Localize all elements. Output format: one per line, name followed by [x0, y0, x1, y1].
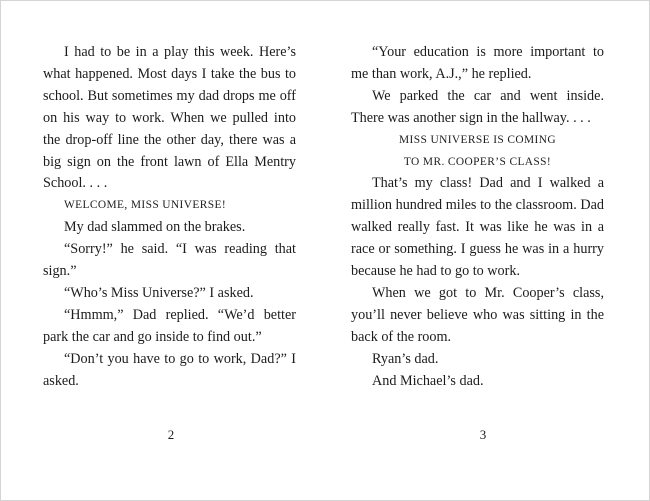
left-page [1, 1, 326, 500]
paragraph: “Your education is more important to me than work, A.J.,” he replied. [351, 44, 604, 82]
paragraph: “Sorry!” he said. “I was reading that sign.” [43, 241, 296, 280]
paragraph: When we got to Mr. Cooper’s class, you’ll never believe who was sitting in the back of the room. [351, 284, 604, 345]
paragraph: Ryan’s dad. [372, 350, 439, 367]
paragraph: I had to be in a play this week. Here’s what happened. Most days I take the bus to school. But sometimes my dad drops me off on his way to work. When we pulled into the drop-off line the other day, there was a big sign on the front lawn of Ella Mentry School. . . . [43, 44, 296, 192]
left-page-text [43, 42, 296, 393]
paragraph: My dad slammed on the brakes. [64, 219, 246, 236]
paragraph: “Don’t you have to go to work, Dad?” I asked. [43, 350, 296, 389]
page-number: 2 [167, 427, 175, 442]
paragraph: We parked the car and went inside. There was another sign in the hallway. . . . [351, 87, 604, 126]
paragraph: That’s my class! Dad and I walked a million hundred miles to the classroom. Dad walked really fast. It was like he was in a race or something. I guess he was in a hurry because he had to go to work. [351, 175, 604, 280]
sign-text: MISS UNIVERSE IS COMING [399, 133, 556, 146]
right-page [326, 1, 650, 500]
paragraph: “Hmmm,” Dad replied. “We’d better park the car and go inside to find out.” [43, 306, 296, 345]
right-page-text [351, 42, 604, 393]
sign-text: WELCOME, MISS UNIVERSE! [64, 199, 227, 212]
paragraph: “Who’s Miss Universe?” I asked. [64, 284, 254, 301]
sign-text: TO MR. COOPER’S CLASS! [403, 155, 552, 168]
page-number: 3 [479, 427, 487, 442]
paragraph: And Michael’s dad. [372, 372, 484, 389]
